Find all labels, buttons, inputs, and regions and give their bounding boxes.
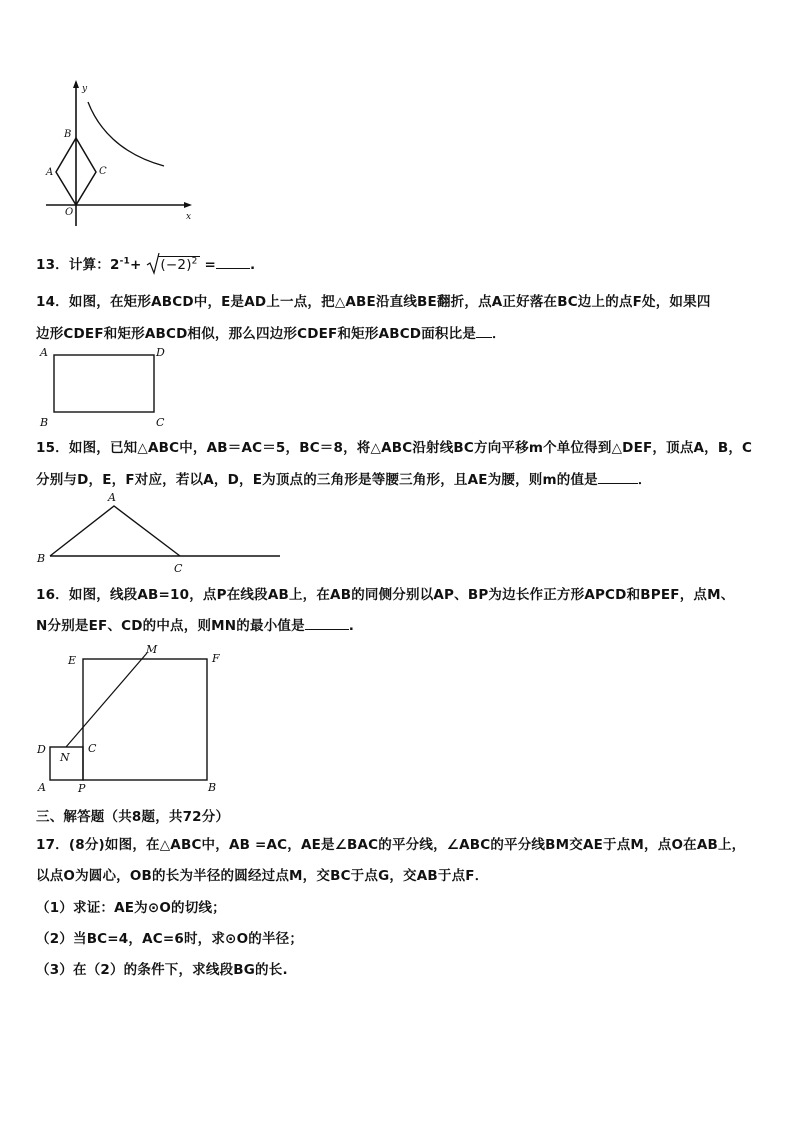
q13-prefix: 13．计算： — [36, 257, 110, 273]
point-a-label: A — [46, 167, 54, 178]
sq-point-b-label: B — [208, 781, 217, 794]
rect-point-d-label: D — [156, 346, 165, 359]
q15-line-2 — [36, 468, 652, 488]
answer-blank-15[interactable] — [598, 473, 638, 484]
q13-equals: = — [204, 257, 217, 273]
q16-text: N分别是EF、CD的中点，则MN的最小值是 — [36, 618, 305, 634]
triangle-figure — [34, 488, 284, 578]
rect-point-b-label: B — [40, 416, 49, 429]
answer-blank-16[interactable] — [305, 619, 349, 630]
q13-radicand: (−2) — [160, 257, 192, 273]
answer-blank-13[interactable] — [216, 258, 250, 269]
q16-line-2 — [36, 614, 354, 634]
radical-sign-icon — [146, 251, 160, 275]
q13-radicand-exp: 2 — [191, 256, 198, 267]
q17-part-2: （2）当BC=4，AC=6时，求⊙O的半径； — [36, 931, 304, 947]
q17-part-3: （3）在（2）的条件下，求线段BG的长. — [36, 962, 288, 978]
tri-point-a-label: A — [108, 491, 116, 504]
rectangle-figure — [36, 344, 176, 430]
tri-point-b-label: B — [37, 552, 46, 565]
y-axis-label: y — [82, 84, 88, 94]
sqrt-expression — [146, 257, 199, 274]
point-c-label: C — [99, 166, 107, 177]
rect-point-a-label: A — [40, 346, 48, 359]
sq-point-a-label: A — [38, 781, 46, 794]
section-3-heading: 三、解答题（共8题，共72分） — [36, 809, 230, 825]
q15-end: ． — [637, 472, 652, 488]
sq-point-e-label: E — [68, 654, 77, 667]
sq-point-m-label: M — [146, 643, 158, 656]
q16-end: . — [348, 618, 355, 634]
point-o-label: O — [65, 207, 74, 218]
q13-plus: + — [130, 257, 142, 273]
q17-line-1: 17．(8分)如图，在△ABC中，AB =AC，AE是∠BAC的平分线，∠ABC的平分线BM交AE于点M，点O在AB上， — [36, 837, 746, 853]
coordinate-figure — [40, 78, 200, 228]
q13-base: 2 — [110, 257, 120, 273]
squares-figure — [34, 640, 234, 798]
x-axis-label: x — [186, 212, 192, 222]
sq-point-n-label: N — [60, 751, 70, 764]
sq-point-d-label: D — [37, 743, 46, 756]
q14-end: ． — [492, 326, 506, 342]
point-b-label: B — [64, 129, 72, 140]
q14-line-1: 14．如图，在矩形ABCD中，E是AD上一点，把△ABE沿直线BE翻折，点A正好落在BC边上的点F处，如果四 — [36, 294, 711, 310]
q13-end: . — [250, 257, 256, 273]
q16-line-1: 16．如图，线段AB=10，点P在线段AB上，在AB的同侧分别以AP、BP为边长作正方形APCD和BPEF，点M、 — [36, 587, 735, 603]
question-13 — [36, 253, 255, 273]
q14-line-2 — [36, 322, 506, 342]
tri-point-c-label: C — [174, 562, 183, 575]
rect-point-c-label: C — [156, 416, 165, 429]
answer-blank-14[interactable] — [476, 327, 492, 338]
q15-text: 分别与D，E，F对应，若以A，D，E为顶点的三角形是等腰三角形，且AE为腰，则m的值是 — [36, 472, 598, 488]
sq-point-f-label: F — [212, 652, 220, 665]
q13-exponent: -1 — [119, 256, 130, 267]
q17-part-1: （1）求证：AE为⊙O的切线； — [36, 900, 226, 916]
q17-line-2: 以点O为圆心，OB的长为半径的圆经过点M，交BC于点G，交AB于点F． — [36, 868, 489, 884]
q15-line-1: 15．如图，已知△ABC中，AB＝AC＝5，BC＝8，将△ABC沿射线BC方向平移m个单位得到△DEF，顶点A，B，C — [36, 440, 753, 456]
q14-text: 边形CDEF和矩形ABCD相似，那么四边形CDEF和矩形ABCD面积比是 — [36, 326, 477, 342]
sq-point-p-label: P — [78, 782, 86, 795]
sq-point-c-label: C — [88, 742, 97, 755]
